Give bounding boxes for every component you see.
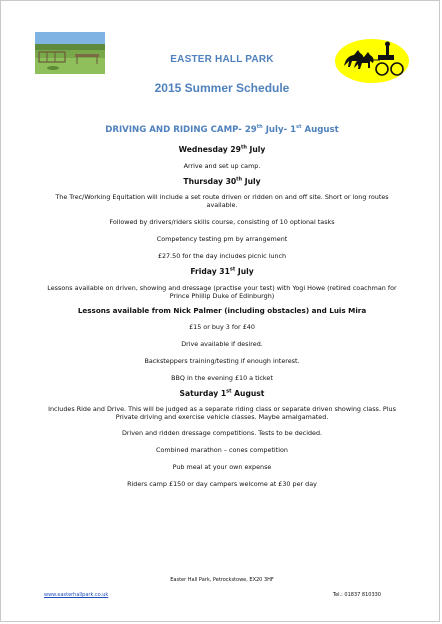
schedule-line: Followed by drivers/riders skills course, consisting of 10 optional tasks: [109, 218, 335, 226]
park-name-title: EASTER HALL PARK: [170, 54, 274, 65]
schedule-line: Drive available if desired.: [181, 340, 263, 348]
schedule-line: Arrive and set up camp.: [183, 162, 261, 170]
schedule-line: £27.50 for the day includes picnic lunch: [157, 252, 287, 260]
schedule-line: £15 or buy 3 for £40: [189, 323, 255, 331]
thursday-heading: Thursday 30th July: [183, 176, 261, 186]
schedule-line: Riders camp £150 or day campers welcome at £30 per day: [127, 480, 317, 488]
wednesday-heading: Wednesday 29th July: [178, 144, 266, 154]
schedule-line: Includes Ride and Drive. This will be judged as a separate riding class or separate driven showing class. Plus Private driving and exercise vehicle classes. Maybe amalgamated.: [48, 405, 396, 421]
camp-heading: DRIVING AND RIDING CAMP- 29th July- 1st August: [105, 124, 339, 135]
schedule-subtitle: 2015 Summer Schedule: [154, 81, 290, 95]
friday-heading: Friday 31st July: [190, 266, 254, 276]
header-photo: [35, 32, 105, 74]
schedule-line: BBQ in the evening £10 a ticket: [171, 374, 273, 382]
lessons-heading: Lessons available from Nick Palmer (including obstacles) and Luis Mira: [77, 306, 367, 315]
schedule-body: [41, 125, 403, 488]
website-link[interactable]: www.easterhallpark.co.uk: [44, 592, 109, 598]
saturday-heading: Saturday 1st August: [179, 388, 265, 398]
schedule-line: Pub meal at your own expense: [172, 463, 272, 471]
schedule-line: Competency testing pm by arrangement: [156, 235, 288, 243]
schedule-line: The Trec/Working Equitation will include a set route driven or ridden on and off site. Short or long routes available.: [55, 193, 389, 209]
footer-address: Easter Hall Park, Petrockstowe, EX20 3HF: [170, 577, 274, 583]
schedule-line: Driven and ridden dressage competitions. Tests to be decided.: [121, 429, 323, 437]
schedule-line: Backsteppers training/testing if enough interest.: [144, 357, 300, 365]
schedule-line: Combined marathon – cones competition: [156, 446, 288, 454]
footer-phone: Tel.: 01837 810330: [332, 592, 381, 598]
schedule-line: Lessons available on driven, showing and dressage (practise your test) with Yogi Howe (retired coachman for Prince Phillip Duke of Edinburgh): [47, 284, 397, 300]
